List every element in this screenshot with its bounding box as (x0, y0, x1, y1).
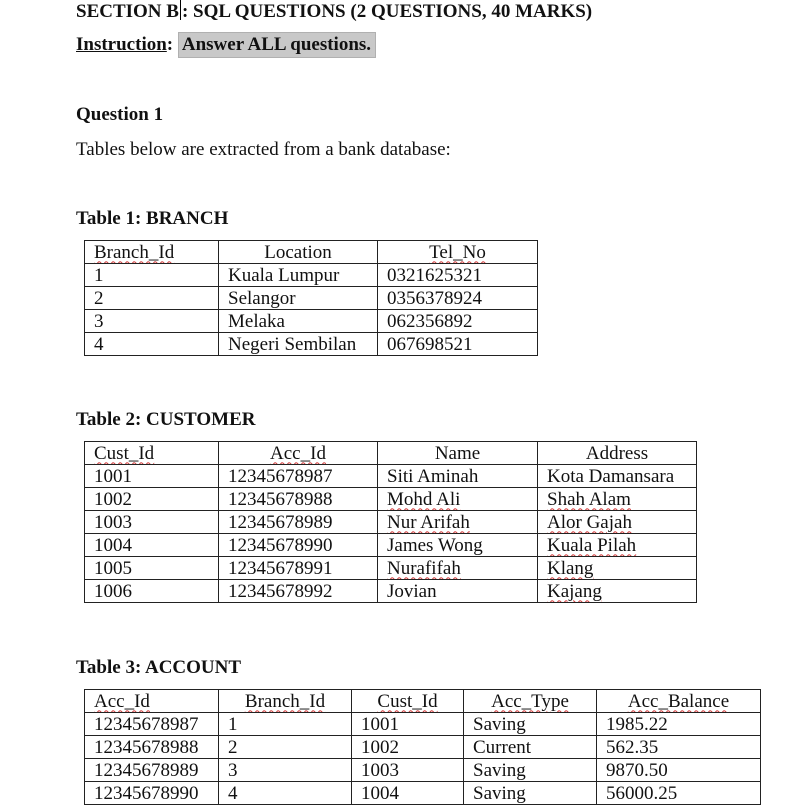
table-cell: 1001 (85, 465, 219, 488)
table-row (85, 534, 697, 557)
table-cell: Melaka (219, 310, 378, 333)
table-row (85, 264, 538, 287)
table-row (85, 736, 761, 759)
table-cell: 12345678988 (85, 736, 219, 759)
header-cell: Acc_Type (464, 690, 597, 713)
table-cell: Mohd Ali (378, 488, 538, 511)
table-cell: 12345678990 (85, 782, 219, 805)
table-cell: 12345678987 (219, 465, 378, 488)
instruction-line: Instruction: Answer ALL questions. (76, 34, 376, 56)
header-cell: Acc_Balance (597, 690, 761, 713)
table-cell: Saving (464, 782, 597, 805)
instruction-highlight[interactable]: Answer ALL questions. (178, 32, 376, 58)
header-cell: Cust_Id (352, 690, 464, 713)
table-row (85, 511, 697, 534)
table-cell: Selangor (219, 287, 378, 310)
table-row (85, 488, 697, 511)
table-cell: 1002 (85, 488, 219, 511)
table-cell: 1001 (352, 713, 464, 736)
table-cell: 2 (85, 287, 219, 310)
table-cell: Saving (464, 713, 597, 736)
table-cell: 12345678987 (85, 713, 219, 736)
table-cell: 1004 (85, 534, 219, 557)
question-intro: Tables below are extracted from a bank database: (76, 139, 451, 160)
table-header-row (85, 690, 761, 713)
table-cell: 1004 (352, 782, 464, 805)
table-header-row (85, 442, 697, 465)
table-cell: Negeri Sembilan (219, 333, 378, 356)
table-cell: 062356892 (378, 310, 538, 333)
table-row (85, 759, 761, 782)
instruction-label: Instruction (76, 34, 167, 55)
table-cell: James Wong (378, 534, 538, 557)
table-cell: Kajang (538, 580, 697, 603)
header-cell: Cust_Id (85, 442, 219, 465)
table-cell: Alor Gajah (538, 511, 697, 534)
table-row (85, 713, 761, 736)
table-cell: 9870.50 (597, 759, 761, 782)
table-cell: 4 (219, 782, 352, 805)
table-cell: 1002 (352, 736, 464, 759)
section-heading: SECTION B : SQL QUESTIONS (2 QUESTIONS, 40 MARKS) (76, 1, 593, 22)
table-row (85, 580, 697, 603)
table-cell: 0356378924 (378, 287, 538, 310)
header-cell: Location (219, 241, 378, 264)
table-cell: 12345678991 (219, 557, 378, 580)
table-cell: 12345678992 (219, 580, 378, 603)
header-cell: Tel_No (378, 241, 538, 264)
table-row (85, 557, 697, 580)
table-cell: Kuala Lumpur (219, 264, 378, 287)
table3-caption: Table 3: ACCOUNT (76, 657, 242, 678)
table2-caption: Table 2: CUSTOMER (76, 409, 256, 430)
table-cell: 1 (219, 713, 352, 736)
table-cell: 3 (85, 310, 219, 333)
table-cell: 1003 (85, 511, 219, 534)
table-cell: Saving (464, 759, 597, 782)
table-cell: 562.35 (597, 736, 761, 759)
question-title: Question 1 (76, 104, 164, 125)
table-cell: Nurafifah (378, 557, 538, 580)
table-row (85, 465, 697, 488)
table-cell: 3 (219, 759, 352, 782)
table-cell: 12345678988 (219, 488, 378, 511)
table-cell: Kota Damansara (538, 465, 697, 488)
table-cell: Siti Aminah (378, 465, 538, 488)
table-cell: 56000.25 (597, 782, 761, 805)
account-table (84, 689, 761, 805)
table-cell: Current (464, 736, 597, 759)
table-row (85, 310, 538, 333)
table-cell: 1005 (85, 557, 219, 580)
text-cursor (180, 0, 181, 20)
table-cell: 4 (85, 333, 219, 356)
customer-table (84, 441, 697, 603)
table-row (85, 333, 538, 356)
table-cell: 2 (219, 736, 352, 759)
table-cell: Jovian (378, 580, 538, 603)
table-row (85, 287, 538, 310)
table-row (85, 782, 761, 805)
table-cell: 12345678989 (85, 759, 219, 782)
table-cell: 1985.22 (597, 713, 761, 736)
table-cell: 1003 (352, 759, 464, 782)
header-cell: Acc_Id (219, 442, 378, 465)
header-cell: Name (378, 442, 538, 465)
table-cell: Shah Alam (538, 488, 697, 511)
header-cell: Acc_Id (85, 690, 219, 713)
header-cell: Address (538, 442, 697, 465)
table-cell: 1 (85, 264, 219, 287)
table-cell: 1006 (85, 580, 219, 603)
table-header-row (85, 241, 538, 264)
header-cell: Branch_Id (85, 241, 219, 264)
table-cell: 0321625321 (378, 264, 538, 287)
header-cell: Branch_Id (219, 690, 352, 713)
branch-table (84, 240, 538, 356)
table1-caption: Table 1: BRANCH (76, 208, 229, 229)
table-cell: 12345678989 (219, 511, 378, 534)
table-cell: 12345678990 (219, 534, 378, 557)
table-cell: Nur Arifah (378, 511, 538, 534)
table-cell: 067698521 (378, 333, 538, 356)
table-cell: Klang (538, 557, 697, 580)
table-cell: Kuala Pilah (538, 534, 697, 557)
